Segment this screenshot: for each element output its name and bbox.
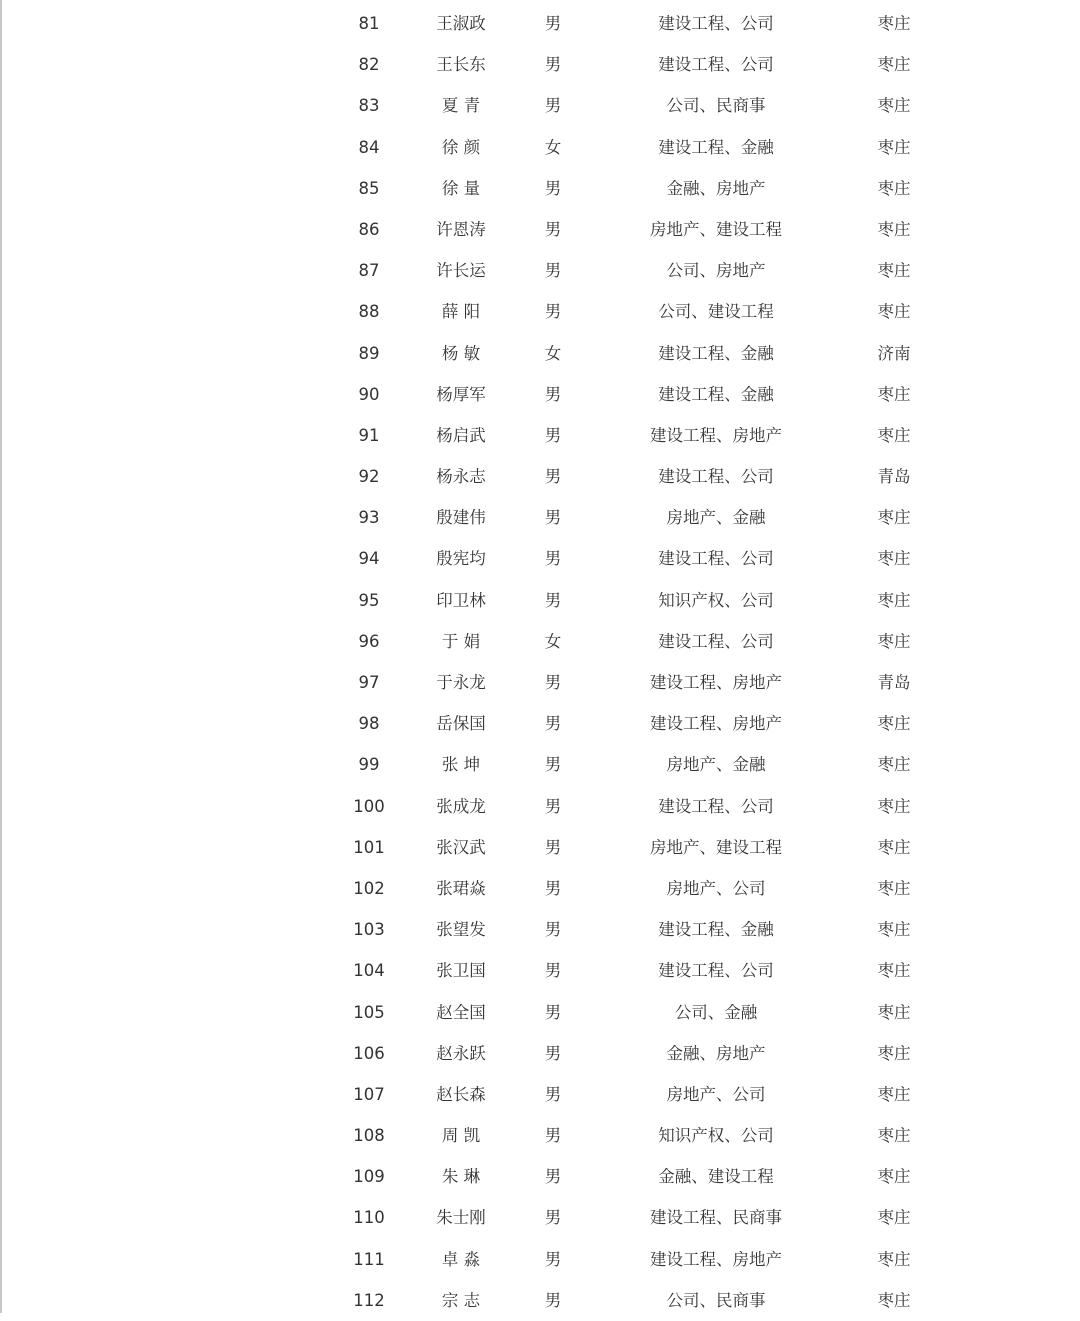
gender: 男	[544, 219, 562, 239]
person-name: 许恩涛	[436, 219, 486, 239]
person-name: 殷宪均	[436, 549, 486, 569]
gender: 男	[544, 508, 562, 528]
row-number: 84	[358, 137, 380, 157]
practice-areas: 房地产、公司	[666, 878, 766, 898]
city: 枣庄	[877, 1084, 911, 1104]
table-row	[0, 44, 1080, 85]
person-name: 张汉武	[436, 837, 486, 857]
city: 枣庄	[877, 961, 911, 981]
gender: 男	[544, 384, 562, 404]
practice-areas: 建设工程、金融	[658, 384, 774, 404]
practice-areas: 知识产权、公司	[658, 590, 774, 610]
practice-areas: 建设工程、公司	[658, 14, 774, 33]
practice-areas: 建设工程、房地产	[650, 1249, 782, 1269]
table-row	[0, 127, 1080, 168]
row-number: 110	[353, 1208, 385, 1228]
practice-areas: 公司、建设工程	[658, 302, 774, 322]
gender: 男	[544, 1249, 562, 1269]
person-name: 印卫林	[436, 590, 486, 610]
gender: 男	[544, 1167, 562, 1187]
practice-areas: 建设工程、房地产	[650, 425, 782, 445]
person-name: 卓 淼	[441, 1249, 481, 1269]
practice-areas: 建设工程、金融	[658, 343, 774, 363]
person-name: 赵全国	[436, 1002, 486, 1022]
person-name: 岳保国	[436, 714, 486, 734]
gender: 男	[544, 261, 562, 281]
city: 枣庄	[877, 508, 911, 528]
person-name: 王淑政	[436, 14, 486, 33]
practice-areas: 房地产、金融	[666, 508, 766, 528]
city: 枣庄	[877, 1249, 911, 1269]
city: 济南	[877, 343, 911, 363]
practice-areas: 建设工程、房地产	[650, 673, 782, 692]
table-row	[0, 909, 1080, 950]
gender: 男	[544, 1290, 562, 1310]
row-number: 109	[353, 1167, 385, 1187]
table-row	[0, 333, 1080, 374]
table-row	[0, 703, 1080, 744]
practice-areas: 房地产、建设工程	[650, 837, 782, 857]
row-number: 111	[353, 1249, 385, 1269]
row-number: 107	[353, 1084, 385, 1104]
person-name: 张卫国	[436, 961, 486, 981]
table-row	[0, 3, 1080, 44]
city: 枣庄	[877, 1126, 911, 1146]
table-row	[0, 662, 1080, 703]
row-number: 99	[358, 755, 380, 775]
city: 枣庄	[877, 55, 911, 75]
table-row	[0, 291, 1080, 332]
person-name: 徐 量	[441, 178, 481, 198]
table-row	[0, 950, 1080, 991]
table-row	[0, 85, 1080, 126]
practice-areas: 建设工程、公司	[658, 55, 774, 75]
practice-areas: 公司、金融	[674, 1002, 758, 1022]
gender: 男	[544, 755, 562, 775]
table-row	[0, 1115, 1080, 1156]
row-number: 100	[353, 796, 385, 816]
practice-areas: 建设工程、公司	[658, 549, 774, 569]
city: 枣庄	[877, 96, 911, 116]
person-name: 张成龙	[436, 796, 486, 816]
row-number: 112	[353, 1290, 385, 1310]
practice-areas: 金融、房地产	[666, 1043, 766, 1063]
city: 枣庄	[877, 714, 911, 734]
row-number: 90	[358, 384, 380, 404]
city: 枣庄	[877, 1208, 911, 1228]
city: 枣庄	[877, 425, 911, 445]
gender: 男	[544, 14, 562, 33]
practice-areas: 房地产、金融	[666, 755, 766, 775]
city: 枣庄	[877, 302, 911, 322]
practice-areas: 建设工程、公司	[658, 631, 774, 651]
row-number: 98	[358, 714, 380, 734]
table-row	[0, 1239, 1080, 1280]
table-row	[0, 1033, 1080, 1074]
practice-areas: 金融、建设工程	[658, 1167, 774, 1187]
gender: 男	[544, 920, 562, 940]
person-name: 殷建伟	[436, 508, 486, 528]
person-name: 张珺焱	[436, 878, 486, 898]
gender: 男	[544, 467, 562, 487]
gender: 男	[544, 549, 562, 569]
gender: 男	[544, 425, 562, 445]
person-name: 张 坤	[441, 755, 481, 775]
person-name: 宗 志	[441, 1290, 481, 1310]
row-number: 87	[358, 261, 380, 281]
row-number: 93	[358, 508, 380, 528]
table-row	[0, 621, 1080, 662]
person-name: 徐 颜	[441, 137, 481, 157]
practice-areas: 房地产、建设工程	[650, 219, 782, 239]
practice-areas: 建设工程、金融	[658, 137, 774, 157]
gender: 男	[544, 55, 562, 75]
table-row	[0, 456, 1080, 497]
city: 枣庄	[877, 1167, 911, 1187]
gender: 男	[544, 96, 562, 116]
city: 枣庄	[877, 755, 911, 775]
city: 枣庄	[877, 920, 911, 940]
city: 青岛	[877, 673, 911, 692]
row-number: 97	[358, 673, 380, 692]
gender: 男	[544, 178, 562, 198]
table-row	[0, 1197, 1080, 1238]
city: 枣庄	[877, 1290, 911, 1310]
gender: 男	[544, 673, 562, 692]
practice-areas: 知识产权、公司	[658, 1126, 774, 1146]
table-row	[0, 374, 1080, 415]
table-row	[0, 1280, 1080, 1321]
gender: 女	[544, 137, 562, 157]
gender: 男	[544, 302, 562, 322]
person-name: 杨启武	[436, 425, 486, 445]
table-row	[0, 250, 1080, 291]
city: 枣庄	[877, 1043, 911, 1063]
row-number: 81	[358, 14, 380, 33]
practice-areas: 公司、房地产	[666, 261, 766, 281]
row-number: 103	[353, 920, 385, 940]
row-number: 91	[358, 425, 380, 445]
city: 枣庄	[877, 384, 911, 404]
person-name: 于 娟	[441, 631, 481, 651]
gender: 男	[544, 961, 562, 981]
row-number: 106	[353, 1043, 385, 1063]
gender: 男	[544, 796, 562, 816]
person-name: 赵长森	[436, 1084, 486, 1104]
row-number: 82	[358, 55, 380, 75]
city: 枣庄	[877, 590, 911, 610]
row-number: 85	[358, 178, 380, 198]
row-number: 105	[353, 1002, 385, 1022]
practice-areas: 建设工程、民商事	[650, 1208, 782, 1228]
city: 枣庄	[877, 796, 911, 816]
table-row	[0, 415, 1080, 456]
city: 枣庄	[877, 137, 911, 157]
table-row	[0, 786, 1080, 827]
row-number: 95	[358, 590, 380, 610]
gender: 女	[544, 343, 562, 363]
practice-areas: 建设工程、公司	[658, 961, 774, 981]
city: 枣庄	[877, 219, 911, 239]
practice-areas: 建设工程、金融	[658, 920, 774, 940]
practice-areas: 建设工程、房地产	[650, 714, 782, 734]
gender: 男	[544, 1126, 562, 1146]
practice-areas: 建设工程、公司	[658, 796, 774, 816]
city: 枣庄	[877, 878, 911, 898]
row-number: 83	[358, 96, 380, 116]
person-name: 朱 琳	[441, 1167, 481, 1187]
row-number: 94	[358, 549, 380, 569]
person-name: 薛 阳	[441, 302, 481, 322]
row-number: 104	[353, 961, 385, 981]
person-name: 杨 敏	[441, 343, 481, 363]
table-row	[0, 868, 1080, 909]
gender: 男	[544, 837, 562, 857]
person-name: 王长东	[436, 55, 486, 75]
city: 枣庄	[877, 261, 911, 281]
person-name: 周 凯	[441, 1126, 481, 1146]
person-name: 夏 青	[441, 96, 481, 116]
lawyer-roster-table	[0, 3, 1080, 1321]
row-number: 88	[358, 302, 380, 322]
gender: 男	[544, 1208, 562, 1228]
row-number: 102	[353, 878, 385, 898]
gender: 男	[544, 590, 562, 610]
person-name: 许长运	[436, 261, 486, 281]
row-number: 86	[358, 219, 380, 239]
table-row	[0, 992, 1080, 1033]
gender: 女	[544, 631, 562, 651]
city: 青岛	[877, 467, 911, 487]
table-row	[0, 580, 1080, 621]
table-row	[0, 1156, 1080, 1197]
row-number: 89	[358, 343, 380, 363]
table-row	[0, 538, 1080, 579]
practice-areas: 建设工程、公司	[658, 467, 774, 487]
city: 枣庄	[877, 1002, 911, 1022]
practice-areas: 公司、民商事	[666, 1290, 766, 1310]
city: 枣庄	[877, 549, 911, 569]
row-number: 101	[353, 837, 385, 857]
practice-areas: 房地产、公司	[666, 1084, 766, 1104]
person-name: 赵永跃	[436, 1043, 486, 1063]
table-row	[0, 168, 1080, 209]
gender: 男	[544, 1084, 562, 1104]
person-name: 张望发	[436, 920, 486, 940]
table-row	[0, 1074, 1080, 1115]
table-row	[0, 497, 1080, 538]
gender: 男	[544, 1002, 562, 1022]
gender: 男	[544, 1043, 562, 1063]
person-name: 杨永志	[436, 467, 486, 487]
table-row	[0, 744, 1080, 785]
practice-areas: 金融、房地产	[666, 178, 766, 198]
row-number: 108	[353, 1126, 385, 1146]
practice-areas: 公司、民商事	[666, 96, 766, 116]
table-row	[0, 209, 1080, 250]
city: 枣庄	[877, 631, 911, 651]
table-row	[0, 827, 1080, 868]
gender: 男	[544, 714, 562, 734]
city: 枣庄	[877, 178, 911, 198]
city: 枣庄	[877, 837, 911, 857]
person-name: 杨厚军	[436, 384, 486, 404]
row-number: 92	[358, 467, 380, 487]
person-name: 朱士刚	[436, 1208, 486, 1228]
row-number: 96	[358, 631, 380, 651]
person-name: 于永龙	[436, 673, 486, 692]
gender: 男	[544, 878, 562, 898]
city: 枣庄	[877, 14, 911, 33]
